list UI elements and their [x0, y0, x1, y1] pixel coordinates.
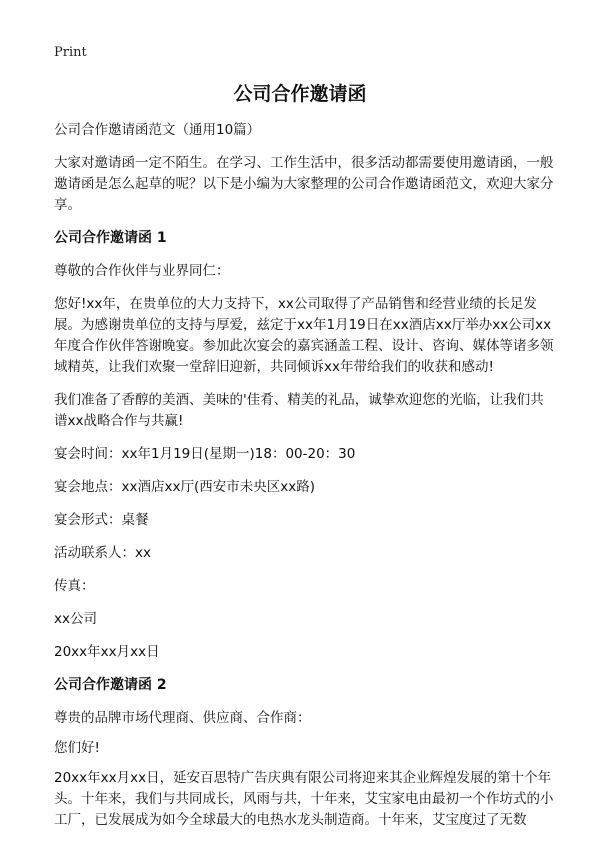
document-title: 公司合作邀请函: [233, 83, 367, 105]
signing-company: xx公司: [54, 611, 97, 627]
banquet-place: 宴会地点：xx酒店xx厅(西安市未央区xx路): [54, 479, 315, 495]
print-link[interactable]: Print: [54, 45, 87, 60]
letter1-salutation: 尊敬的合作伙伴与业界同仁：: [54, 263, 230, 279]
letter2-greeting: 您们好!: [54, 740, 100, 756]
letter1-paragraph-2: 我们准备了香醇的美酒、美味的'佳肴、精美的礼品，诚挚欢迎您的光临，让我们共谱xx战略合作与共赢!: [54, 392, 544, 429]
intro-paragraph: 大家对邀请函一定不陌生。在学习、工作生活中，很多活动都需要使用邀请函，一般邀请函是怎么起草的呢？以下是小编为大家整理的公司合作邀请函范文，欢迎大家分享。: [54, 155, 554, 213]
letter2-salutation: 尊贵的品牌市场代理商、供应商、合作商：: [54, 710, 311, 726]
event-contact: 活动联系人：xx: [54, 545, 151, 561]
banquet-time: 宴会时间：xx年1月19日(星期一)18：00-20：30: [54, 446, 356, 462]
letter1-heading: 公司合作邀请函 1: [54, 230, 167, 246]
fax-line: 传真：: [54, 578, 95, 594]
letter2-paragraph-1: 20xx年xx月xx日，延安百思特广告庆典有限公司将迎来其企业辉煌发展的第十个年头。十年来，我们与共同成长，风雨与共，十年来，艾宝家电由最初一个作坊式的小工厂，已发展成为如今全球最大的电热水龙头制造商。十年来，艾宝度过了无数: [54, 770, 554, 828]
document-body: [54, 120, 554, 843]
letter1-paragraph-1: 您好!xx年，在贵单位的大力支持下，xx公司取得了产品销售和经营业绩的长足发展。为感谢贵单位的支持与厚爱，兹定于xx年1月19日在xx酒店xx厅举办xx公司xx年度合作伙伴答谢晚宴。参加此次宴会的嘉宾涵盖工程、设计、咨询、媒体等诸多领域精英，让我们欢聚一堂辞旧迎新，共同倾诉xx年带给我们的收获和感动!: [54, 296, 554, 375]
signing-date: 20xx年xx月xx日: [54, 644, 160, 660]
banquet-format: 宴会形式：桌餐: [54, 512, 149, 528]
letter2-heading: 公司合作邀请函 2: [54, 677, 167, 693]
document-subtitle: 公司合作邀请函范文（通用10篇）: [54, 122, 261, 138]
